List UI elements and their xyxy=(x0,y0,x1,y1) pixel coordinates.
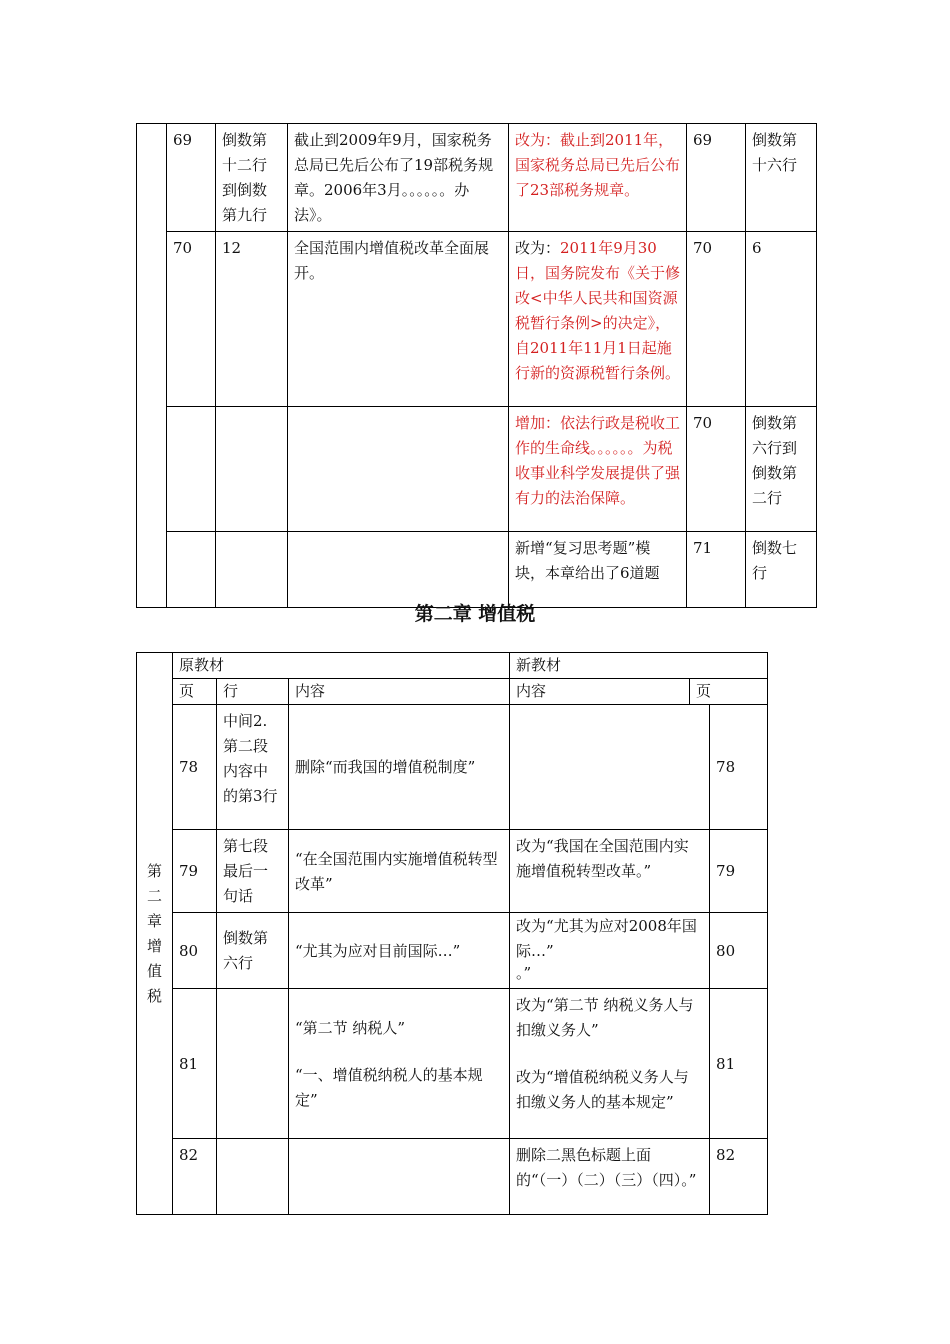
original-content-cell xyxy=(288,407,509,532)
table-row xyxy=(137,705,768,830)
new-content-cell xyxy=(510,705,710,830)
column-header-content: 内容 xyxy=(289,679,510,705)
new-page-cell: 80 xyxy=(710,913,768,989)
table-row xyxy=(137,407,817,532)
table-row xyxy=(137,1139,768,1215)
column-header-line: 行 xyxy=(217,679,289,705)
new-content-line: 改为“第二节 纳税义务人与扣缴义务人” xyxy=(516,996,694,1039)
column-header-new-content: 内容 xyxy=(510,679,690,705)
new-content-line: 改为“尤其为应对2008年国际…” xyxy=(516,917,697,960)
new-line-cell: 6 xyxy=(746,232,817,407)
line-cell: 中间2.第二段内容中的第3行 xyxy=(217,705,289,830)
line-cell xyxy=(216,532,288,608)
original-content-cell: “在全国范围内实施增值税转型改革” xyxy=(289,830,510,913)
line-cell xyxy=(216,407,288,532)
new-content-cell: 新增“复习思考题”模块，本章给出了6道题 xyxy=(509,532,687,608)
page-cell: 69 xyxy=(167,124,216,232)
new-content-line-2: 。” xyxy=(516,964,532,982)
chapter-label-cell xyxy=(137,124,167,608)
original-content-line: “第二节 纳税人” xyxy=(295,1018,406,1037)
new-content-cell: 改为“我国在全国范围内实施增值税转型改革。” xyxy=(510,830,710,913)
new-content-cell xyxy=(509,232,687,407)
header-original: 原教材 xyxy=(173,653,510,679)
line-cell: 12 xyxy=(216,232,288,407)
new-page-cell: 70 xyxy=(687,232,746,407)
new-line-cell: 倒数第十六行 xyxy=(746,124,817,232)
table-row xyxy=(137,124,817,232)
chapter-label-cell xyxy=(137,653,173,1215)
page-cell: 82 xyxy=(173,1139,217,1215)
new-page-cell: 69 xyxy=(687,124,746,232)
new-content-cell: 增加：依法行政是税收工作的生命线。。。。。。为税收事业科学发展提供了强有力的法治保障。 xyxy=(509,407,687,532)
table-row xyxy=(137,830,768,913)
chapter-label: 第二章增值税 xyxy=(147,861,163,1005)
new-page-cell: 82 xyxy=(710,1139,768,1215)
new-content-cell: 改为：截止到2011年，国家税务总局已先后公布了23部税务规章。 xyxy=(509,124,687,232)
new-content-cell: 删除二黑色标题上面的“（一）（二）（三）（四）。” xyxy=(510,1139,710,1215)
original-content-cell xyxy=(289,989,510,1139)
original-content-cell: 截止到2009年9月，国家税务总局已先后公布了19部税务规章。2006年3月。。。。。。办法》。 xyxy=(288,124,509,232)
original-content-cell xyxy=(289,1139,510,1215)
page-cell: 80 xyxy=(173,913,217,989)
new-page-cell: 70 xyxy=(687,407,746,532)
line-cell: 倒数第十二行到倒数第九行 xyxy=(216,124,288,232)
page-cell xyxy=(167,532,216,608)
header-new: 新教材 xyxy=(510,653,768,679)
new-line-cell: 倒数第六行到倒数第二行 xyxy=(746,407,817,532)
original-content-cell: 删除“而我国的增值税制度” xyxy=(289,705,510,830)
new-content-line-2: 改为“增值税纳税义务人与扣缴义务人的基本规定” xyxy=(516,1068,689,1111)
line-cell: 倒数第六行 xyxy=(217,913,289,989)
new-page-cell: 71 xyxy=(687,532,746,608)
table-row xyxy=(137,913,768,989)
chapter2-changes-table xyxy=(136,652,768,1215)
original-content-line-2: “一、增值税纳税人的基本规定” xyxy=(295,1065,483,1109)
original-content-cell: 全国范围内增值税改革全面展开。 xyxy=(288,232,509,407)
table-header-row xyxy=(137,653,768,679)
new-page-cell: 79 xyxy=(710,830,768,913)
original-content-cell xyxy=(288,532,509,608)
new-content-cell xyxy=(510,913,710,989)
new-page-cell: 78 xyxy=(710,705,768,830)
table-row xyxy=(137,989,768,1139)
change-prefix: 改为： xyxy=(515,239,561,257)
table-row xyxy=(137,232,817,407)
new-content-cell xyxy=(510,989,710,1139)
page-cell xyxy=(167,407,216,532)
chapter-title: 第二章 增值税 xyxy=(414,603,536,625)
page-cell: 79 xyxy=(173,830,217,913)
page-cell: 81 xyxy=(173,989,217,1139)
new-line-cell: 倒数七行 xyxy=(746,532,817,608)
chapter1-changes-table xyxy=(136,123,817,608)
page-cell: 78 xyxy=(173,705,217,830)
column-header-new-page: 页 xyxy=(690,679,768,705)
new-page-cell: 81 xyxy=(710,989,768,1139)
page-cell: 70 xyxy=(167,232,216,407)
table-header-row xyxy=(137,679,768,705)
line-cell: 第七段最后一句话 xyxy=(217,830,289,913)
line-cell xyxy=(217,989,289,1139)
table-row xyxy=(137,532,817,608)
line-cell xyxy=(217,1139,289,1215)
original-content-cell: “尤其为应对目前国际…” xyxy=(289,913,510,989)
change-text: 2011年9月30日，国务院发布《关于修改<中华人民共和国资源税暂行条例>的决定》，自2011年11月1日起施行新的资源税暂行条例。 xyxy=(515,239,681,382)
column-header-page: 页 xyxy=(173,679,217,705)
